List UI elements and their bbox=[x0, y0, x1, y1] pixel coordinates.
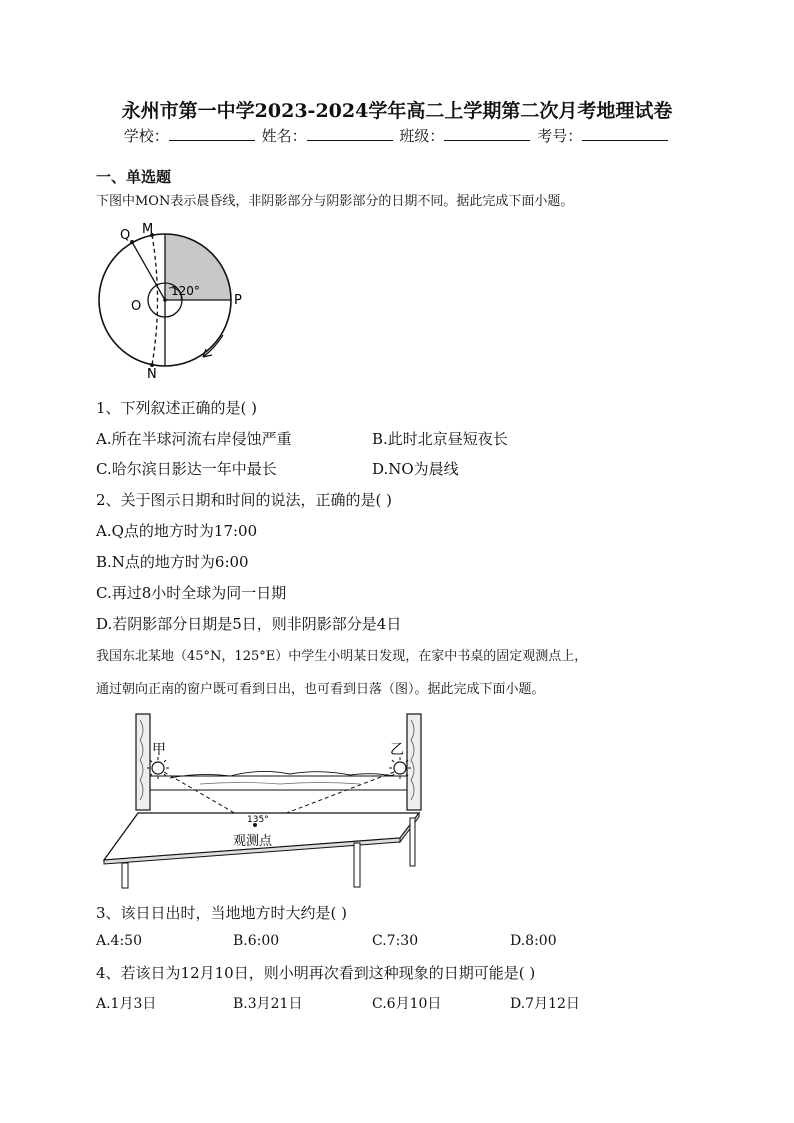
page-title: 永州市第一中学2023-2024学年高二上学期第二次月考地理试卷 bbox=[121, 100, 673, 122]
q4-option-b[interactable]: B.3月21日 bbox=[233, 996, 303, 1012]
right-sun-icon bbox=[394, 762, 406, 774]
desk-leg-back bbox=[410, 818, 415, 866]
q3-option-a[interactable]: A.4:50 bbox=[96, 933, 142, 949]
exam-number-blank[interactable] bbox=[582, 126, 668, 141]
q4-option-c[interactable]: C.6月10日 bbox=[372, 996, 442, 1012]
label-jia: 甲 bbox=[152, 742, 166, 758]
q2-option-c[interactable]: C.再过8小时全球为同一日期 bbox=[96, 584, 287, 602]
name-label: 姓名： bbox=[261, 127, 307, 145]
horizon-hills bbox=[170, 771, 395, 778]
center-point bbox=[163, 298, 167, 302]
q1-option-a[interactable]: A.所在半球河流右岸侵蚀严重 bbox=[96, 430, 292, 448]
q3-option-c[interactable]: C.7:30 bbox=[372, 933, 419, 949]
q1-option-c[interactable]: C.哈尔滨日影达一年中最长 bbox=[96, 460, 277, 478]
label-observation-point: 观测点 bbox=[233, 834, 273, 849]
q3-option-b[interactable]: B.6:00 bbox=[233, 933, 280, 949]
window-desk-diagram bbox=[100, 712, 430, 890]
q2-stem: 2、关于图示日期和时间的说法，正确的是( ) bbox=[96, 491, 393, 509]
q2-option-d[interactable]: D.若阴影部分日期是5日，则非阴影部分是4日 bbox=[96, 615, 402, 633]
student-info-line bbox=[0, 125, 794, 146]
label-o: O bbox=[131, 299, 142, 314]
school-blank[interactable] bbox=[169, 126, 255, 141]
exam-number-label: 考号： bbox=[537, 127, 583, 145]
q4-option-d[interactable]: D.7月12日 bbox=[510, 996, 580, 1012]
q2-option-b[interactable]: B.N点的地方时为6:00 bbox=[96, 553, 249, 571]
q1-option-b[interactable]: B.此时北京昼短夜长 bbox=[372, 430, 508, 448]
radius-q-line bbox=[132, 242, 165, 300]
label-q: Q bbox=[120, 228, 131, 243]
name-blank[interactable] bbox=[307, 126, 393, 141]
q1-option-d[interactable]: D.NO为晨线 bbox=[372, 460, 459, 478]
section-title: 一、单选题 bbox=[96, 168, 172, 186]
group1-intro: 下图中MON表示晨昏线，非阴影部分与阴影部分的日期不同。据此完成下面小题。 bbox=[96, 194, 574, 209]
q3-stem: 3、该日日出时，当地地方时大约是( ) bbox=[96, 904, 348, 922]
terminator-mon-line bbox=[152, 235, 158, 365]
label-angle-135: 135° bbox=[247, 815, 269, 825]
horizon-detail bbox=[200, 783, 360, 785]
desk-leg-left bbox=[122, 863, 128, 888]
school-label: 学校： bbox=[123, 127, 169, 145]
label-n: N bbox=[147, 367, 157, 380]
left-sun-icon bbox=[152, 762, 164, 774]
group2-intro-line1: 我国东北某地（45°N，125°E）中学生小明某日发现，在家中书桌的固定观测点上， bbox=[96, 649, 588, 664]
desk-leg-mid bbox=[354, 843, 360, 887]
class-blank[interactable] bbox=[444, 126, 530, 141]
label-m: M bbox=[142, 222, 154, 237]
label-yi: 乙 bbox=[390, 742, 404, 758]
point-q bbox=[130, 240, 134, 244]
q3-option-d[interactable]: D.8:00 bbox=[510, 933, 557, 949]
q2-option-a[interactable]: A.Q点的地方时为17:00 bbox=[96, 522, 258, 540]
class-label: 班级： bbox=[399, 127, 445, 145]
label-p: P bbox=[234, 293, 242, 308]
q1-stem: 1、下列叙述正确的是( ) bbox=[96, 399, 258, 417]
group2-intro-line2: 通过朝向正南的窗户既可看到日出，也可看到日落（图）。据此完成下面小题。 bbox=[96, 682, 545, 697]
q4-stem: 4、若该日为12月10日，则小明再次看到这种现象的日期可能是( ) bbox=[96, 964, 536, 982]
label-angle-120: 120° bbox=[171, 284, 200, 298]
q4-option-a[interactable]: A.1月3日 bbox=[96, 996, 157, 1012]
terminator-diagram bbox=[95, 220, 265, 380]
